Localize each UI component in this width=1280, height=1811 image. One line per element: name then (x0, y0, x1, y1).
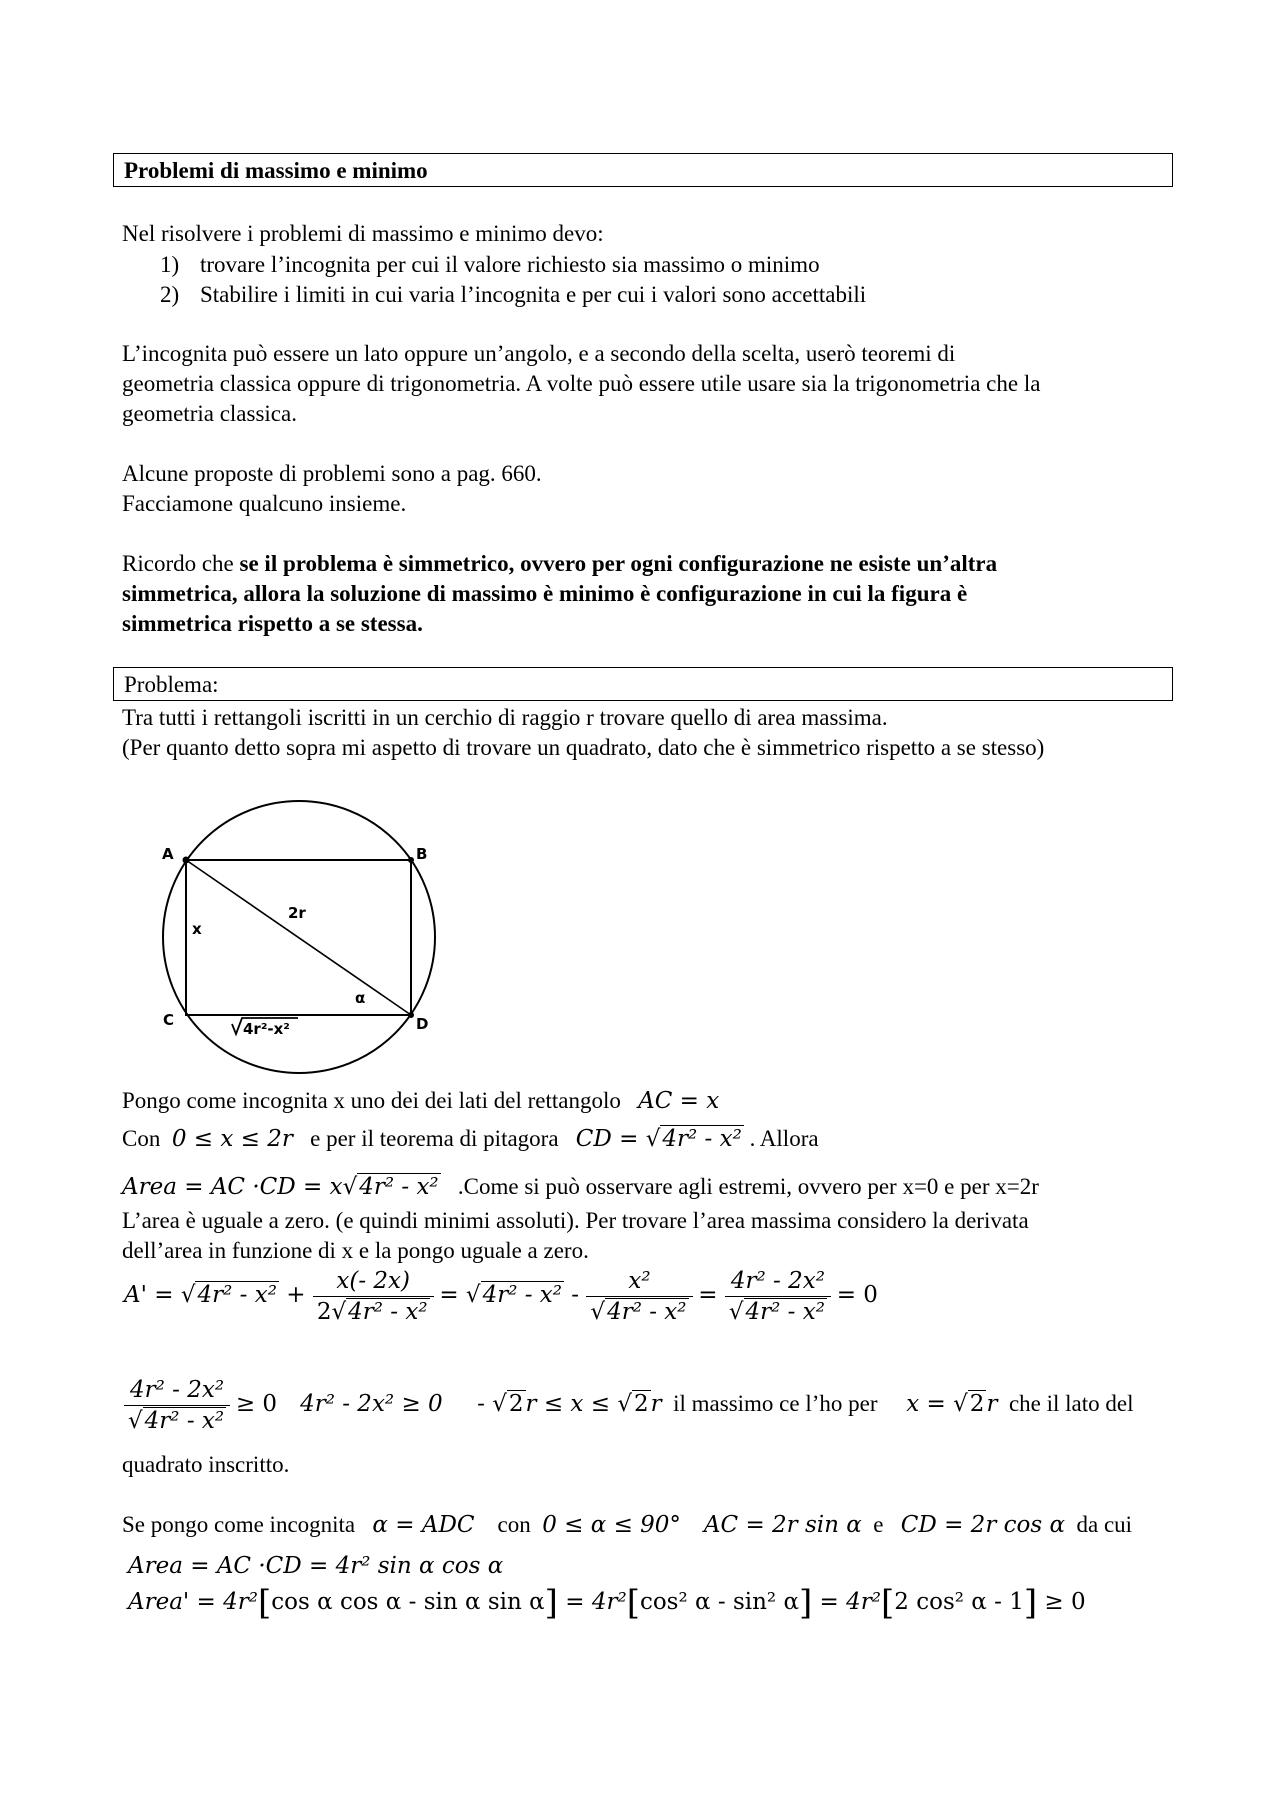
solution-line (122, 1086, 719, 1116)
formula: CD = 2r cos α (900, 1512, 1065, 1538)
label-diagonal: 2r (288, 904, 306, 922)
inequality-line (124, 1375, 1133, 1436)
formula: A' = (124, 1281, 181, 1308)
problem-line: Tra tutti i rettangoli iscritti in un cerchio di raggio r trovare quello di area massima. (122, 705, 888, 730)
formula-line: Area = AC ·CD = 4r² sin α cos α (128, 1553, 504, 1579)
sqrt-sign: √ (342, 1174, 358, 1200)
fraction (725, 1266, 831, 1327)
formula-part: cos² α - sin² α (639, 1589, 799, 1615)
paragraph-line (122, 549, 997, 579)
formula-part: r (650, 1390, 662, 1417)
list-item-number: 1) (160, 252, 180, 277)
label-b: B (416, 845, 428, 863)
radicand: 2 (969, 1390, 985, 1417)
operator: = (439, 1281, 466, 1308)
formula: Area = AC ·CD = x (122, 1174, 343, 1200)
sqrt-sign: √ (645, 1126, 661, 1152)
formula-part: 2 cos² α - 1 (894, 1589, 1024, 1615)
list-item-text: trovare l’incognita per cui il valore richiesto sia massimo o minimo (200, 252, 820, 277)
operator: = 0 (836, 1281, 878, 1308)
formula-part: x = (906, 1390, 954, 1417)
solution-line (122, 1124, 819, 1154)
radicand: 4r² - x² (745, 1299, 825, 1325)
label-d: D (416, 1015, 429, 1033)
bracket: [ (626, 1583, 640, 1623)
list-item (160, 250, 820, 280)
problem-line: (Per quanto detto sopra mi aspetto di trovare un quadrato, dato che è simmetrico rispetto a se stesso) (122, 735, 1045, 760)
formula: - √2r ≤ x ≤ √2r (477, 1390, 662, 1417)
formula: CD = (575, 1126, 646, 1152)
emphasis-text: simmetrica, allora la soluzione di massimo è minimo è configurazione in cui la figura è (122, 581, 968, 606)
operator: - (564, 1281, 587, 1308)
bracket: ] (798, 1583, 813, 1623)
solution-line: quadrato inscritto. (122, 1452, 290, 1477)
bracket: [ (881, 1583, 895, 1623)
radicand: 2 (508, 1390, 524, 1417)
list-item-text: Stabilire i limiti in cui varia l’incognita e per cui i valori sono accettabili (200, 282, 867, 307)
paragraph-line: geometria classica. (122, 401, 297, 426)
formula: 0 ≤ α ≤ 90° (542, 1512, 681, 1538)
solution-text: Pongo come incognita x uno dei dei lati del rettangolo (122, 1088, 621, 1113)
formula-line (128, 1583, 1086, 1623)
formula-part: ≥ 0 (1037, 1589, 1086, 1615)
coefficient: 2 (316, 1299, 332, 1325)
sqrt-sign: √ (180, 1281, 196, 1308)
radicand: 4r² - x² (482, 1281, 562, 1308)
emphasis-text: se il problema è simmetrico, ovvero per ogni configurazione ne esiste un’altra (239, 551, 998, 576)
solution-text: .Come si può osservare agli estremi, ovvero per x=0 e per x=2r (457, 1174, 1039, 1199)
diagonal-line (186, 860, 411, 1015)
solution-text: e per il teorema di pitagora (310, 1126, 559, 1151)
paragraph-line: geometria classica oppure di trigonometria. A volte può essere utile usare sia la trigonometria che la (122, 371, 1041, 396)
formula: 0 ≤ x ≤ 2r (171, 1126, 293, 1152)
formula: α = ADC (372, 1512, 475, 1538)
formula-part: Area' = 4r² (128, 1589, 258, 1615)
formula: AC = 2r sin α (703, 1512, 862, 1538)
formula-part: - (477, 1390, 493, 1417)
fraction-denominator: √4r² - x² (728, 1299, 825, 1325)
radicand: 4r² - x² (348, 1299, 428, 1325)
sqrt-sign: √ (465, 1281, 481, 1308)
solution-text: Se pongo come incognita (122, 1512, 356, 1537)
fraction-numerator: 4r² - 2x² (124, 1375, 230, 1406)
section-title-box (113, 153, 1173, 187)
solution-text: Con (122, 1126, 161, 1151)
operator: = (698, 1281, 725, 1308)
formula-part: = 4r² (812, 1589, 881, 1615)
label-c: C (163, 1011, 175, 1029)
fraction-denominator: √4r² - x² (128, 1408, 225, 1434)
fraction (586, 1266, 692, 1327)
problem-title-box (113, 667, 1173, 701)
fraction (313, 1266, 434, 1327)
emphasis-text: simmetrica rispetto a se stessa. (122, 611, 423, 636)
formula-part: r (986, 1390, 998, 1417)
fraction-denominator: √4r² - x² (590, 1299, 687, 1325)
list-item (160, 280, 866, 310)
radicand: 4r² - x² (359, 1174, 439, 1200)
solution-text: e (873, 1512, 884, 1537)
operator: ≥ 0 (235, 1390, 278, 1417)
fraction (124, 1375, 230, 1436)
bracket: ] (1023, 1583, 1038, 1623)
solution-line (122, 1172, 1039, 1202)
paragraph-line: Alcune proposte di problemi sono a pag. 660. (122, 461, 542, 486)
bracket: [ (258, 1583, 272, 1623)
radicand: 4r² - x² (662, 1126, 742, 1152)
formula-part: = 4r² (557, 1589, 627, 1615)
list-item-number: 2) (160, 282, 180, 307)
radicand: 4r² - x² (144, 1408, 225, 1434)
label-bottom: 4r²-x² (243, 1020, 290, 1038)
label-x: x (192, 920, 202, 938)
formula: 4r² - 2x² ≥ 0 (300, 1390, 443, 1417)
radicand: 4r² - x² (607, 1299, 687, 1325)
point-b (408, 857, 414, 863)
operator: + (278, 1281, 313, 1308)
intro-lead: Nel risolvere i problemi di massimo e minimo devo: (122, 221, 604, 246)
radicand: 4r² - x² (197, 1281, 277, 1308)
formula: AC = x (638, 1088, 720, 1114)
derivative-equation (124, 1266, 878, 1327)
section-title: Problemi di massimo e minimo (124, 158, 428, 183)
paragraph-line: Facciamone qualcuno insieme. (122, 491, 407, 516)
fraction-numerator: 4r² - 2x² (725, 1266, 831, 1297)
solution-line: dell’area in funzione di x e la pongo uguale a zero. (122, 1238, 589, 1263)
formula-part: cos α cos α - sin α sin α (271, 1589, 545, 1615)
solution-line (122, 1510, 1132, 1540)
paragraph-line: L’incognita può essere un lato oppure un’angolo, e a secondo della scelta, userò teoremi di (122, 341, 956, 366)
solution-text: . Allora (749, 1126, 819, 1151)
formula: x = √2r (906, 1390, 998, 1417)
point-a (183, 857, 190, 864)
label-alpha: α (355, 989, 366, 1007)
solution-line: L’area è uguale a zero. (e quindi minimi assoluti). Per trovare l’area massima considero la derivata (122, 1208, 1029, 1233)
label-a: A (162, 845, 174, 863)
fraction-numerator: x² (586, 1266, 692, 1297)
formula-part: r ≤ x ≤ (525, 1390, 618, 1417)
fraction-denominator: 2√4r² - x² (316, 1299, 428, 1325)
point-d (408, 1012, 414, 1018)
bracket: ] (544, 1583, 558, 1623)
rectangle-in-circle-figure (148, 796, 438, 1076)
problem-title: Problema: (124, 672, 219, 697)
fraction-numerator: x(- 2x) (313, 1266, 434, 1297)
solution-text: con (497, 1512, 531, 1537)
solution-text: da cui (1076, 1512, 1133, 1537)
paragraph-lead: Ricordo che (122, 551, 240, 576)
radicand: 2 (633, 1390, 649, 1417)
solution-text: il massimo ce l’ho per (673, 1390, 878, 1416)
solution-text: che il lato del (1008, 1390, 1134, 1416)
